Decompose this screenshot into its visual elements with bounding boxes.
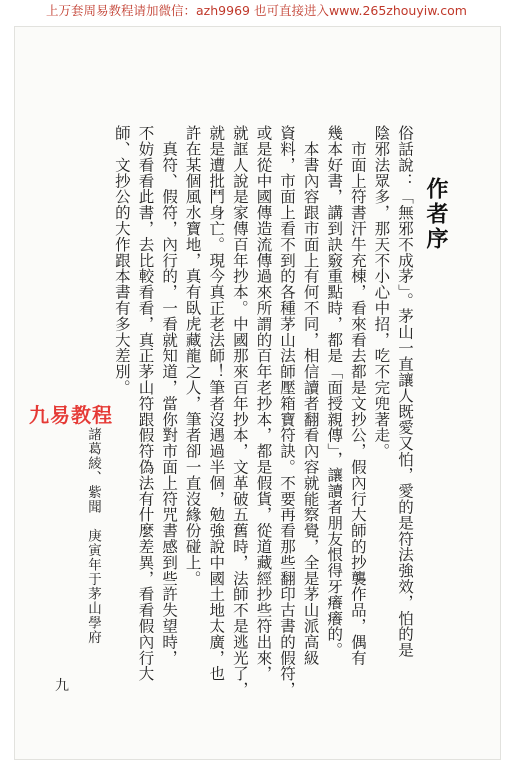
author-signature: 諸葛綾、紫聞 庚寅年于茅山學府 <box>85 427 101 645</box>
text-line: 許在某個風水寶地，真有臥虎藏龍之人，筆者卻一直沒緣份碰上。 <box>183 125 202 587</box>
text-line: 師、文抄公的大作跟本書有多大差別。 <box>112 125 131 396</box>
book-page <box>14 26 501 760</box>
text-line: 本書內容跟市面上有何不同，相信讀者翻看內容就能察覺，全是茅山派高級 <box>301 125 320 666</box>
page-title: 作者序 <box>423 177 449 252</box>
text-line: 市面上符書汗牛充棟，看來看去都是文抄公，假內行大師的抄襲作品，偶有 <box>348 125 367 666</box>
site-banner: 上万套周易教程请加微信：azh9969 也可直接进入www.265zhouyiw.com <box>46 3 467 18</box>
preface-body <box>109 125 416 698</box>
text-line: 就誆人說是家傳百年抄本。中國那來百年抄本，文革破五舊時，法師不是逃光了， <box>230 125 249 698</box>
watermark-logo: 九易教程 <box>29 403 113 427</box>
text-line: 或是從中國傳造流傳過來所謂的百年老抄本，都是假貨，從道藏經抄些符出來， <box>254 125 273 682</box>
text-line: 不妨看看此書，去比較看看，真正茅山符跟假符偽法有什麼差異，看看假內行大 <box>136 125 155 682</box>
text-line: 陰邪法眾多，那天不小心中招，吃不完兜著走。 <box>372 125 391 459</box>
text-line: 俗話說：「無邪不成茅」。茅山一直讓人既愛又怕，愛的是符法強效，怕的是 <box>396 125 414 658</box>
text-line: 幾本好書，講到訣竅重點時，都是「面授親傳」，讓讀者朋友恨得牙癢癢的。 <box>325 125 344 658</box>
text-line: 就是遭批鬥身亡。現今真正老法師！筆者沒遇過半個，勉強說中國土地太廣，也 <box>207 125 226 682</box>
text-line: 資料，市面上看不到的各種茅山法師壓箱寶符訣。不要再看那些翻印古書的假符， <box>278 125 297 698</box>
text-line: 真符、假符，內行的，一看就知道，當你對市面上符咒書感到些許失望時， <box>160 125 179 666</box>
page-number: 九 <box>55 678 69 694</box>
